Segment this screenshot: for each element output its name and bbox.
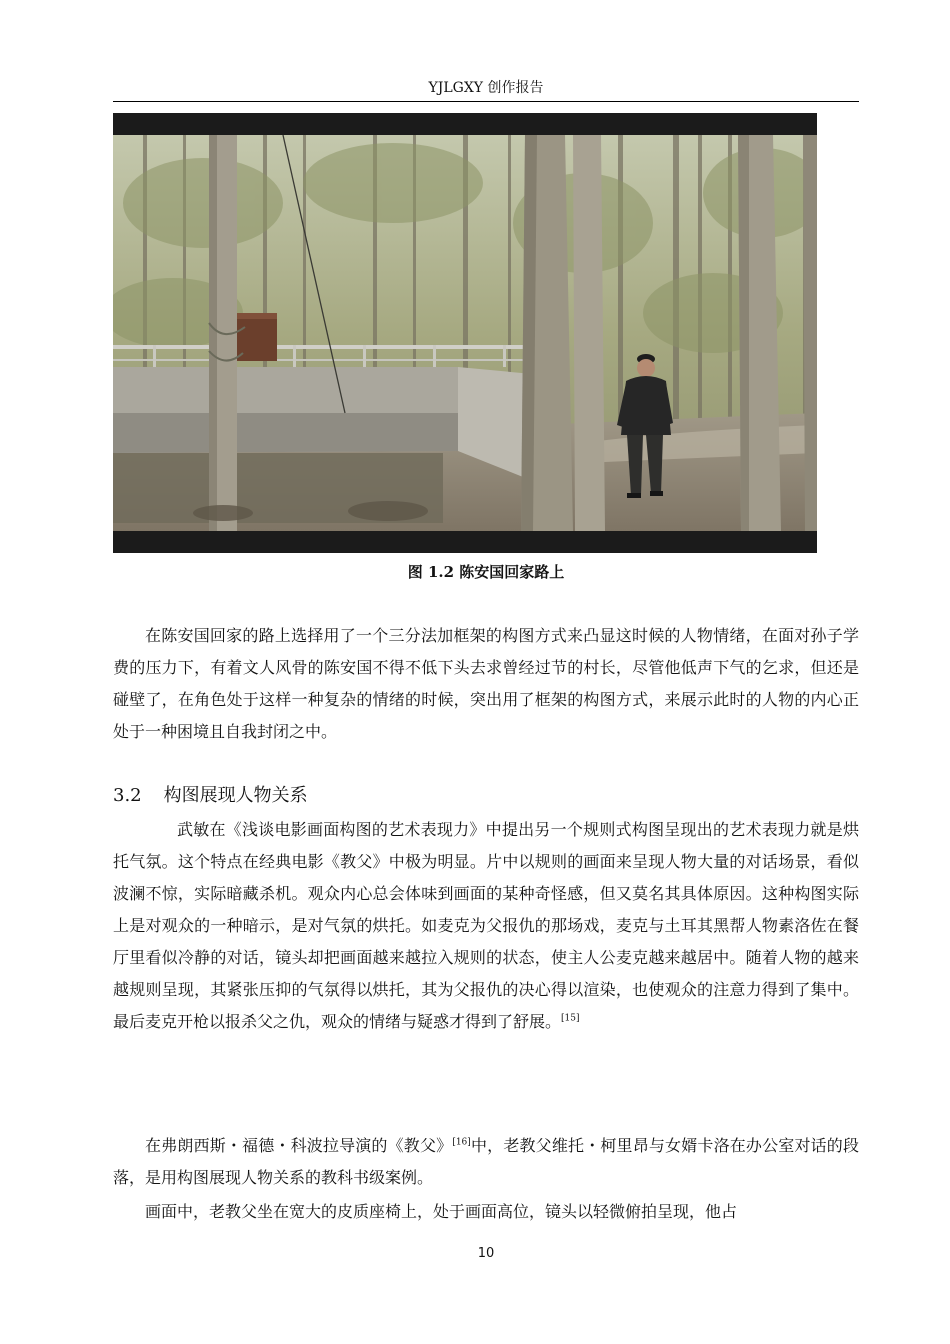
section-number: 3.2 — [113, 785, 142, 806]
figure-caption: 图 1.2 陈安国回家路上 — [407, 563, 565, 581]
section-title: 构图展现人物关系 — [163, 785, 308, 806]
section-heading — [113, 782, 859, 810]
paragraph-godfather — [113, 1130, 859, 1194]
paragraph-godfather-before: 在弗朗西斯・福德・科波拉导演的《教父》 — [145, 1136, 453, 1155]
paragraph-atmosphere — [113, 814, 859, 1038]
paragraph-atmosphere-text: 武敏在《浅谈电影画面构图的艺术表现力》中提出另一个规则式构图呈现出的艺术表现力就是烘托气氛。这个特点在经典电影《教父》中极为明显。片中以规则的画面来呈现人物大量的对话场景，看似波澜不惊，实际暗藏杀机。观众内心总会体味到画面的某种奇怪感，但又莫名其具体原因。这种构图实际上是对观众的一种暗示，是对气氛的烘托。如麦克为父报仇的那场戏，麦克与土耳其黑帮人物素洛佐在餐厅里看似冷静的对话，镜头却把画面越来越拉入规则的状态，使主人公麦克越来越居中。随着人物的越来越规则呈现，其紧张压抑的气氛得以烘托，其为父报仇的决心得以渲染，也使观众的注意力得到了集中。最后麦克开枪以报杀父之仇，观众的情绪与疑惑才得到了舒展。 — [113, 820, 859, 1031]
paragraph-godfather-after: 中，老教父维托・柯里昂与女婿卡洛在办公室对话的段落，是用构图展现人物关系的教科书级案例。 — [113, 1136, 859, 1187]
citation-15: [15] — [561, 1013, 580, 1024]
running-header: YJLGXY 创作报告 — [428, 80, 544, 96]
paragraph-framing-composition: 在陈安国回家的路上选择用了一个三分法加框架的构图方式来凸显这时候的人物情绪，在面对孙子学费的压力下，有着文人风骨的陈安国不得不低下头去求曾经过节的村长，尽管他低声下气的乞求，但还是碰壁了，在角色处于这样一种复杂的情绪的时候，突出用了框架的构图方式，来展示此时的人物的内心正处于一种困境且自我封闭之中。 — [113, 626, 859, 741]
page-number: 10 — [477, 1246, 495, 1261]
citation-16: [16] — [452, 1137, 471, 1148]
paragraph-frame-description: 画面中，老教父坐在宽大的皮质座椅上，处于画面高位，镜头以轻微俯拍呈现，他占 — [145, 1202, 738, 1221]
film-still-image — [113, 113, 817, 553]
film-still-figure — [113, 113, 817, 553]
header-rule — [113, 101, 859, 102]
